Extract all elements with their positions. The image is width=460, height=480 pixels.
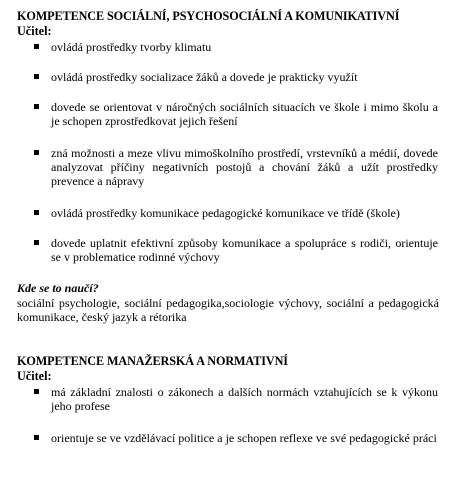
section-subhead-teacher: Učitel: bbox=[17, 369, 52, 383]
list-item: dovede se orientovat v náročných sociálních situacích ve škole i mimo školu a je schopen zprostředkovat jejich řešení bbox=[34, 100, 438, 128]
section-subhead-teacher: Učitel: bbox=[17, 24, 52, 38]
answer-subjects: sociální psychologie, sociální pedagogika,sociologie výchovy, sociální a pedagogická komunikace, český jazyk a rétorika bbox=[17, 296, 439, 324]
list-item: dovede uplatnit efektivní způsoby komunikace a spolupráce s rodiči, orientuje se v problematice rodinné výchovy bbox=[34, 236, 438, 264]
section-heading-managerial: KOMPETENCE MANAŽERSKÁ A NORMATIVNÍ bbox=[17, 354, 288, 368]
list-item: zná možnosti a meze vlivu mimoškolního prostředí, vrstevníků a médií, dovede analyzovat příčiny negativních postojů a chování žáků a užít prostředky prevence a nápravy bbox=[34, 146, 438, 188]
square-bullet-icon bbox=[34, 240, 39, 245]
list-item: ovládá prostředky tvorby klimatu bbox=[34, 40, 438, 54]
list-item: orientuje se ve vzdělávací politice a je schopen reflexe ve své pedagogické práci bbox=[34, 431, 438, 445]
list-item: ovládá prostředky socializace žáků a dovede je prakticky využít bbox=[34, 70, 438, 84]
section-heading-social: KOMPETENCE SOCIÁLNÍ, PSYCHOSOCIÁLNÍ A KOMUNIKATIVNÍ bbox=[17, 9, 400, 23]
square-bullet-icon bbox=[34, 150, 39, 155]
list-item: má základní znalosti o zákonech a dalších normách vztahujících se k výkonu jeho profese bbox=[34, 385, 438, 413]
question-where-to-learn: Kde se to naučí? bbox=[17, 281, 99, 295]
square-bullet-icon bbox=[34, 389, 39, 394]
square-bullet-icon bbox=[34, 74, 39, 79]
square-bullet-icon bbox=[34, 435, 39, 440]
square-bullet-icon bbox=[34, 210, 39, 215]
square-bullet-icon bbox=[34, 104, 39, 109]
square-bullet-icon bbox=[34, 44, 39, 49]
list-item: ovládá prostředky komunikace pedagogické komunikace ve třídě (škole) bbox=[34, 206, 438, 220]
